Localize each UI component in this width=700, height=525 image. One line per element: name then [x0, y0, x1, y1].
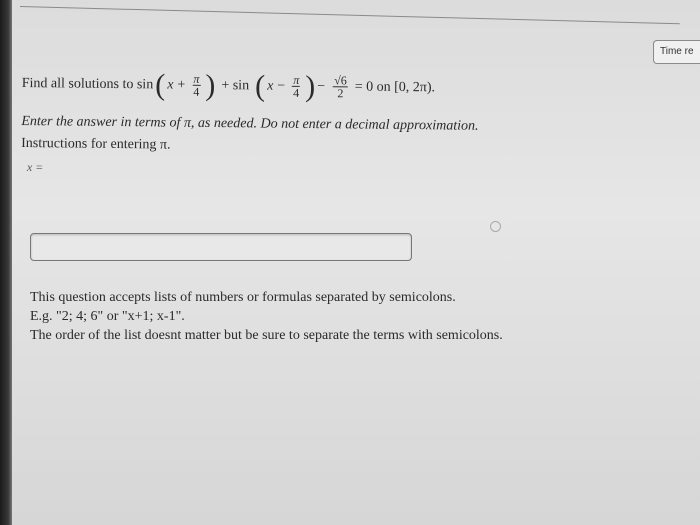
- info-line-1: This question accepts lists of numbers or formulas separated by semicolons.: [30, 290, 456, 305]
- minus-sign: −: [277, 78, 286, 94]
- question-text: [22, 62, 662, 113]
- info-line-2: E.g. "2; 4; 6" or "x+1; x-1".: [30, 309, 185, 324]
- minus-sign-2: −: [317, 79, 326, 95]
- divider-line: [20, 6, 680, 24]
- question-prefix: Find all solutions to sin: [21, 75, 154, 93]
- variable-x: x: [167, 77, 174, 93]
- fraction-pi-over-4-b: $\frac{\pi}{4}$: [293, 72, 300, 100]
- time-remaining-tab[interactable]: [653, 40, 700, 64]
- variable-x-2: x: [267, 78, 274, 94]
- question-suffix: = 0 on [0, 2π).: [354, 79, 436, 96]
- math-expression: ( x + $\frac{\pi}{4}$ ) + sin ( x − $\frac{\pi}{4}$ ) − $\frac{√6}{2}$: [155, 68, 347, 104]
- fraction-sqrt6-over-2: $\frac{√6}{2}$: [334, 73, 347, 101]
- plus-sign: +: [177, 77, 186, 93]
- time-remaining-label: Time re: [660, 46, 694, 57]
- screen-bezel: [0, 0, 12, 525]
- hint-text: Enter the answer in terms of π, as needed. Do not enter a decimal approximation.: [21, 113, 479, 134]
- fraction-pi-over-4: $\frac{\pi}{4}$: [193, 71, 200, 99]
- answer-input[interactable]: [30, 233, 412, 261]
- second-sin: + sin: [221, 78, 250, 94]
- answer-label: x =: [26, 160, 44, 175]
- info-text: [30, 288, 590, 345]
- status-circle-icon: [490, 221, 501, 232]
- info-line-3: The order of the list doesnt matter but be sure to separate the terms with semicolons.: [30, 328, 503, 343]
- question-content: [21, 62, 662, 182]
- instructions-link[interactable]: Instructions for entering π.: [21, 135, 171, 153]
